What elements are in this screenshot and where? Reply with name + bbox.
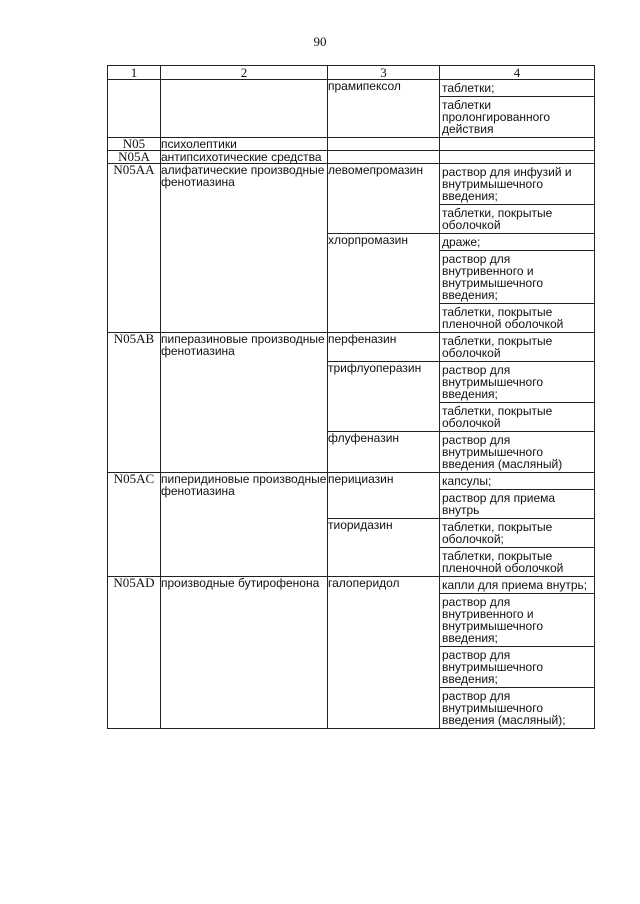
group-name: пиперазиновые производные фенотиазина [161, 333, 328, 473]
dosage-form: таблетки, покрытые пленочной оболочкой [440, 547, 594, 576]
dosage-forms [440, 519, 595, 577]
dosage-forms [440, 151, 595, 164]
page-number: 90 [313, 34, 327, 49]
group-name: пиперидиновые производные фенотиазина [161, 473, 328, 577]
drug-name: флуфеназин [328, 432, 440, 473]
column-header: 1 [108, 66, 161, 80]
dosage-form: таблетки, покрытые оболочкой [442, 334, 553, 360]
dosage-form: раствор для инфузий и внутримышечного введения; [442, 165, 572, 203]
dosage-form: таблетки пролонгированного действия [440, 96, 594, 137]
table-row [108, 138, 595, 151]
table-row [108, 473, 595, 519]
dosage-form: раствор для внутривенного и внутримышечного введения; [440, 593, 594, 646]
atc-code [108, 80, 161, 138]
drug-name: левомепромазин [328, 164, 440, 234]
drug-name [328, 138, 440, 151]
dosage-forms [440, 80, 595, 138]
dosage-forms [440, 333, 595, 362]
dosage-forms [440, 577, 595, 729]
dosage-forms [440, 432, 595, 473]
group-name: алифатические производные фенотиазина [161, 164, 328, 333]
drug-name: галоперидол [328, 577, 440, 729]
table-row [108, 333, 595, 362]
group-name: психолептики [161, 138, 328, 151]
atc-code: N05AB [108, 333, 161, 473]
dosage-form: драже; [442, 235, 481, 249]
group-name: производные бутирофенона [161, 577, 328, 729]
drug-name: прамипексол [328, 80, 440, 138]
dosage-form: раствор для внутримышечного введения; [440, 646, 594, 687]
atc-code: N05A [108, 151, 161, 164]
dosage-form: раствор для внутривенного и внутримышечного введения; [440, 250, 594, 303]
drug-table [107, 65, 595, 729]
dosage-forms [440, 473, 595, 519]
dosage-form: таблетки, покрытые оболочкой [440, 204, 594, 233]
drug-name: перфеназин [328, 333, 440, 362]
drug-name: хлорпромазин [328, 234, 440, 333]
atc-code: N05AC [108, 473, 161, 577]
dosage-forms [440, 234, 595, 333]
column-header: 3 [328, 66, 440, 80]
atc-code: N05AD [108, 577, 161, 729]
header-row [108, 66, 595, 80]
atc-code: N05 [108, 138, 161, 151]
dosage-form: раствор для внутримышечного введения (масляный) [442, 433, 563, 471]
column-header: 4 [440, 66, 595, 80]
drug-name [328, 151, 440, 164]
table-row [108, 577, 595, 729]
table-row [108, 151, 595, 164]
drug-name: тиоридазин [328, 519, 440, 577]
dosage-form: таблетки; [442, 81, 495, 95]
drug-name: перициазин [328, 473, 440, 519]
atc-code: N05AA [108, 164, 161, 333]
dosage-forms [440, 164, 595, 234]
dosage-form: раствор для приема внутрь [440, 489, 594, 518]
dosage-form: капли для приема внутрь; [442, 578, 588, 592]
dosage-form: раствор для внутримышечного введения (масляный); [440, 687, 594, 728]
group-name: антипсихотические средства [161, 151, 328, 164]
table-row [108, 80, 595, 138]
dosage-form: раствор для внутримышечного введения; [442, 363, 543, 401]
dosage-form: капсулы; [442, 474, 492, 488]
column-header: 2 [161, 66, 328, 80]
dosage-form: таблетки, покрытые оболочкой; [442, 520, 553, 546]
dosage-forms [440, 138, 595, 151]
table-row [108, 164, 595, 234]
dosage-forms [440, 362, 595, 432]
dosage-form: таблетки, покрытые пленочной оболочкой [440, 303, 594, 332]
group-name [161, 80, 328, 138]
drug-name: трифлуоперазин [328, 362, 440, 432]
dosage-form: таблетки, покрытые оболочкой [440, 402, 594, 431]
